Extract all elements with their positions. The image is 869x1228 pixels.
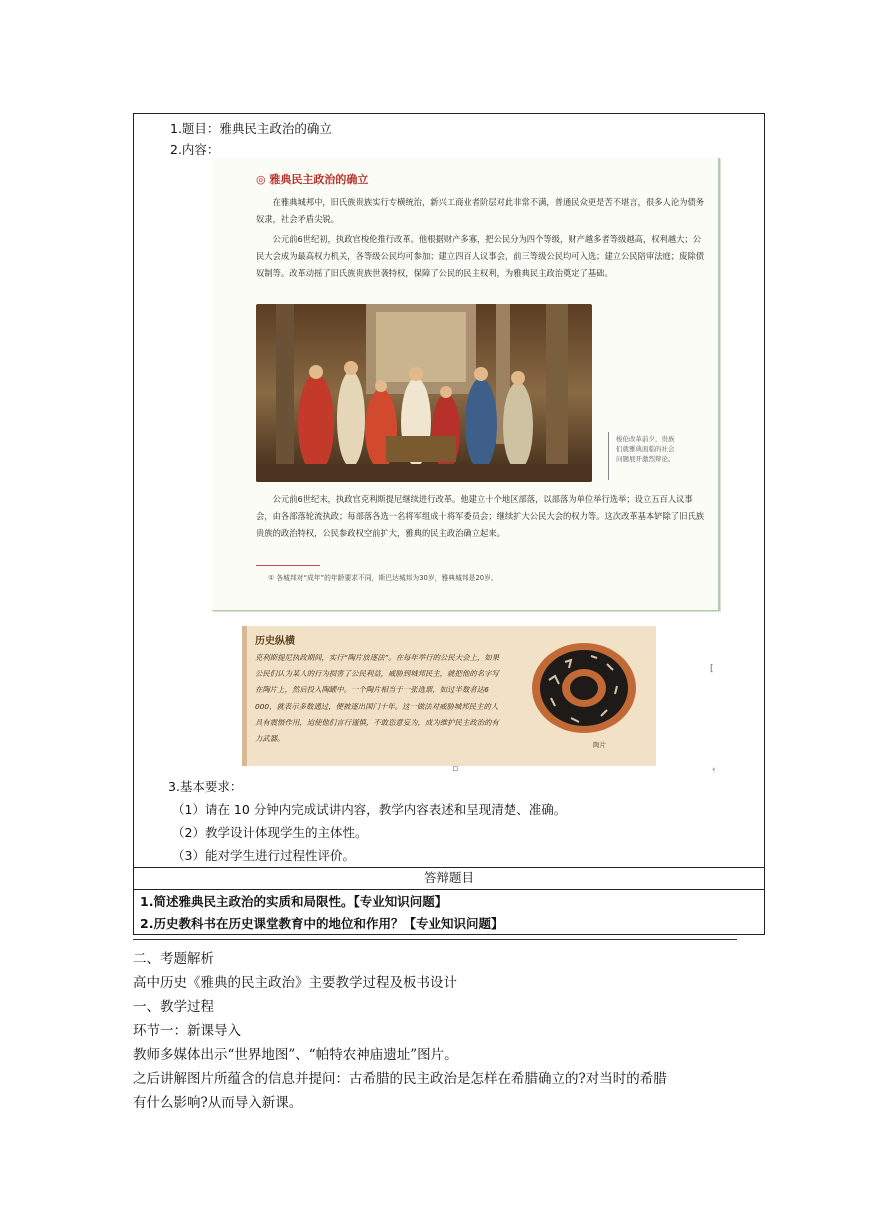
step-title: 环节一：新课导入 [133,1023,241,1039]
body-line: 教师多媒体出示“世界地图”、“帕特农神庙遗址”图片。 [133,1047,458,1063]
history-box-title: 历史纵横 [255,636,295,647]
footnote-rule [256,565,320,566]
history-box [242,626,656,766]
textbook-paragraph-1: 在雅典城邦中，旧氏族贵族实行专横统治，新兴工商业者阶层对此非常不满，普通民众更是苦不堪言，很多人沦为债务奴隶，社会矛盾尖锐。 [256,197,705,224]
ostracon-image [529,640,639,736]
caption-rule [608,432,609,480]
question-title: 1.题目：雅典民主政治的确立 [170,121,332,136]
subsection-title: 一、教学过程 [133,999,214,1015]
stray-mark: [ [710,664,714,674]
body-line: 有什么影响?从而导入新课。 [133,1095,303,1111]
history-box-text: 克利斯提尼执政期间，实行“陶片放逐法”。在每年举行的公民大会上，如果公民们认为某人的行为损害了公民利益，威胁到城邦民主，就把他的名字写在陶片上，然后投入陶罐中。一个陶片相当于一张选票，如过半数者达6 000，就表示多数通过，便被逐出国门十年。这一做法对威胁城邦民主的人具有震慑作用，迫使他们言行谨慎，不敢恣意妄为，成为维护民主政治的有力武器。 [255,653,500,744]
requirement-1: （1）请在 10 分钟内完成试讲内容，教学内容表述和呈现清楚、准确。 [172,802,567,817]
lesson-title: 高中历史《雅典的民主政治》主要教学过程及板书设计 [133,975,457,991]
section-title: 二、考题解析 [133,951,214,967]
textbook-heading: ◎ 雅典民主政治的确立 [256,173,369,186]
solon-debate-painting [256,304,592,482]
textbook-paragraph-3: 公元前6世纪末，执政官克利斯提尼继续进行改革。他建立十个地区部落，以部落为单位举行选举；设立五百人议事会，由各部落轮流执政；每部落各选一名将军组成十将军委员会；继续扩大公民大会的权力等。这次改革基本铲除了旧氏族贵族的政治特权，公民参政权空前扩大，雅典的民主政治确立起来。 [256,494,705,538]
textbook-page [212,158,720,611]
defense-question-1: 1.简述雅典民主政治的实质和局限性。【专业知识问题】 [140,894,448,909]
ostracon-label: 陶片 [593,741,606,749]
body-line: 之后讲解图片所蕴含的信息并提问：古希腊的民主政治是怎样在希腊确立的?对当时的希腊 [133,1071,667,1087]
table-divider [134,867,764,868]
defense-question-2: 2.历史教科书在历史课堂教育中的地位和作用？【专业知识问题】 [140,916,504,931]
defense-header: 答辩题目 [423,870,474,885]
stray-mark: ▫ [452,764,459,774]
content-label: 2.内容： [170,142,220,157]
footnote: ① 各城邦对“成年”的年龄要求不同，斯巴达城邦为30岁，雅典城邦是20岁。 [268,574,498,582]
section-rule [133,939,737,940]
textbook-paragraph-2: 公元前6世纪初，执政官梭伦推行改革。他根据财产多寡，把公民分为四个等级，财产越多者等级越高，权利越大；公民大会成为最高权力机关，各等级公民均可参加；建立四百人议事会，前三等级公民均可入选；建立公民陪审法庭；废除债奴制等。改革动摇了旧氏族贵族世袭特权，保障了公民的民主权利，为雅典民主政治奠定了基础。 [256,234,705,278]
requirement-3: （3）能对学生进行过程性评价。 [172,848,355,863]
stray-mark: ‹ [712,765,716,775]
painting-caption: 梭伦改革前夕，贵族们就雅典面临的社会问题展开激烈辩论。 [616,435,675,463]
requirement-2: （2）教学设计体现学生的主体性。 [172,825,368,840]
table-divider [134,889,764,890]
requirements-title: 3.基本要求： [168,779,243,794]
